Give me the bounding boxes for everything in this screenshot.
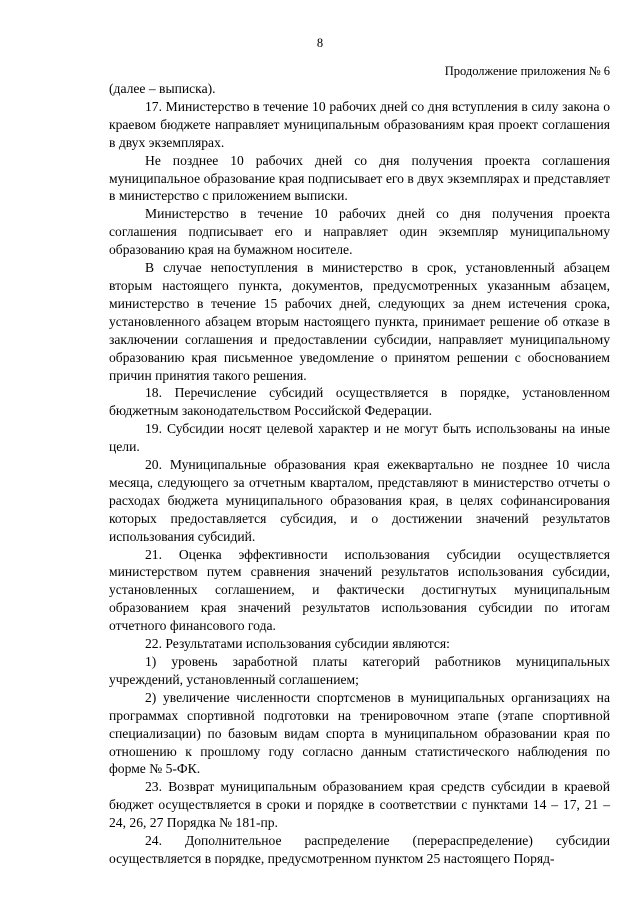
paragraph-22-item-2: 2) увеличение численности спортсменов в муниципальных организациях на программах спортивной подготовки на тренировочном этапе (этапе спортивной специализации) по базовым видам спорта в муниципальном образовании края по отношению к прошлому году согласно данным статистического наблюдения по форме № 5-ФК.	[109, 689, 610, 777]
paragraph-22: 22. Результатами использования субсидии являются:	[145, 636, 450, 652]
paragraph-18: 18. Перечисление субсидий осуществляется в порядке, установленном бюджетным законодательством Российской Федерации.	[109, 385, 610, 419]
paragraph-19: 19. Субсидии носят целевой характер и не могут быть использованы на иные цели.	[109, 421, 610, 455]
paragraph-17-submission: Не позднее 10 рабочих дней со дня получения проекта соглашения муниципальное образование края подписывает его в двух экземплярах и представляет в министерство с приложением выписки.	[109, 152, 610, 204]
paragraph-17: 17. Министерство в течение 10 рабочих дней со дня вступления в силу закона о краевом бюджете направляет муниципальным образованиям края проект соглашения в двух экземплярах.	[109, 98, 610, 150]
paragraph-continuation: (далее – выписка).	[109, 81, 216, 96]
paragraph-23: 23. Возврат муниципальным образованием края средств субсидии в краевой бюджет осуществляется в сроки и порядке в соответствии с пунктами 14 – 17, 21 – 24, 26, 27 Порядка № 181-пр.	[109, 779, 610, 831]
page-number: 8	[316, 36, 324, 50]
paragraph-21: 21. Оценка эффективности использования субсидии осуществляется министерством путем сравнения значений результатов использования субсидии, установленных соглашением, и фактически достигнутых муниципальным образованием края значений результатов использования субсидии по итогам отчетного финансового года.	[109, 546, 610, 634]
paragraph-24: 24. Дополнительное распределение (перераспределение) субсидии осуществляется в порядке, предусмотренном пунктом 25 настоящего Поряд-	[109, 833, 610, 866]
continuation-label: Продолжение приложения № 6	[444, 64, 610, 78]
paragraph-17-refusal: В случае непоступления в министерство в срок, установленный абзацем вторым настоящего пункта, документов, предусмотренных указанным абзацем, министерство в течение 15 рабочих дней, следующих за днем истечения срока, установленного абзацем вторым настоящего пункта, принимает решение об отказе в заключении соглашения и предоставлении субсидии, направляет муниципальному образованию края письменное уведомление о принятом решении с обоснованием причин принятия такого решения.	[109, 260, 610, 383]
document-body	[109, 80, 610, 868]
paragraph-20: 20. Муниципальные образования края ежеквартально не позднее 10 числа месяца, следующего за отчетным кварталом, представляют в министерство отчеты о расходах бюджета муниципального образования края, в целях софинансирования которых предоставляется субсидия, и о достижении значений результатов использования субсидий.	[109, 457, 610, 544]
paragraph-17-signing: Министерство в течение 10 рабочих дней со дня получения проекта соглашения подписывает его и направляет один экземпляр муниципальному образованию края на бумажном носителе.	[109, 206, 610, 258]
paragraph-22-item-1: 1) уровень заработной платы категорий работников муниципальных учреждений, установленный соглашением;	[109, 654, 610, 687]
